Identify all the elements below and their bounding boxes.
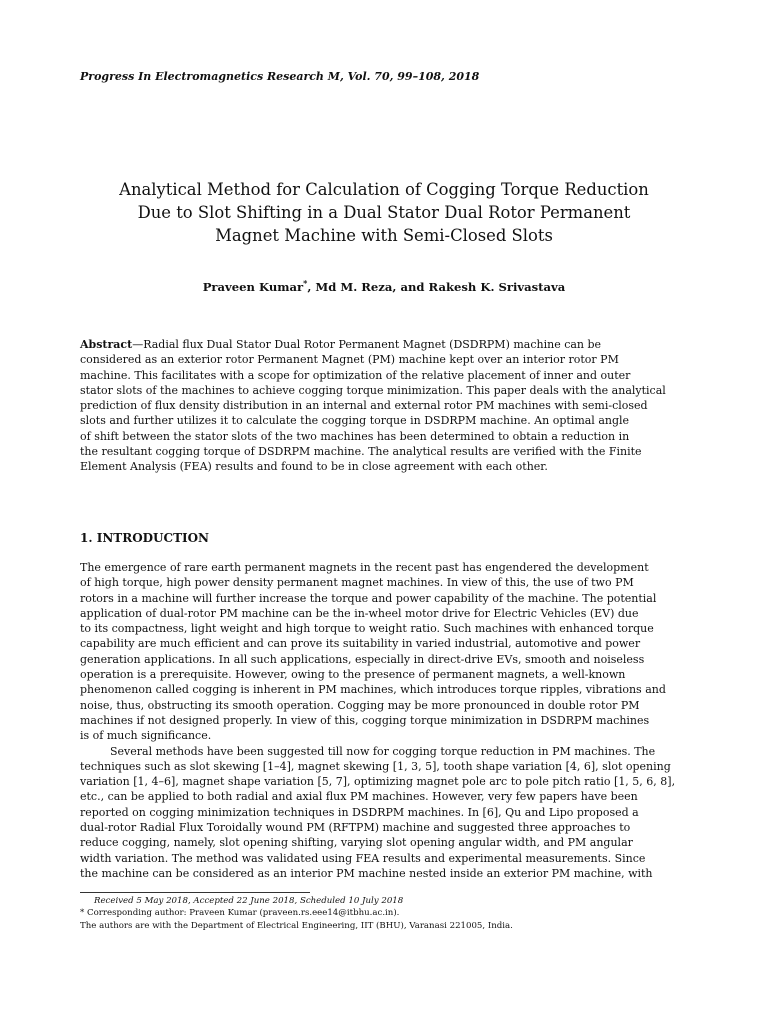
abstract-label: Abstract: [80, 338, 133, 351]
body-line: etc., can be applied to both radial and axial flux PM machines. However, very few papers have been: [80, 790, 638, 804]
body-line: of high torque, high power density permanent magnet machines. In view of this, the use of two PM: [80, 576, 634, 590]
body-line: The emergence of rare earth permanent magnets in the recent past has engendered the development: [80, 561, 649, 574]
corresponding-author: * Corresponding author: Praveen Kumar (praveen.rs.eee14@itbhu.ac.in).: [80, 908, 400, 919]
abstract-line: prediction of flux density distribution in an internal and external rotor PM machines with semi-closed: [80, 399, 648, 413]
author-list: [80, 278, 688, 294]
body-line: variation [1, 4–6], magnet shape variation [5, 7], optimizing magnet pole arc to pole pitch ratio [1, 5, 6, 8],: [80, 775, 676, 789]
section-heading: 1. INTRODUCTION: [80, 531, 210, 545]
abstract: [80, 337, 688, 475]
author-affiliation: The authors are with the Department of Electrical Engineering, IIT (BHU), Varanasi 221005, India.: [80, 920, 513, 931]
body-line: width variation. The method was validated using FEA results and experimental measurements. Since: [80, 851, 646, 865]
body-line: capability are much efficient and can prove its suitability in varied industrial, automotive and power: [80, 637, 641, 651]
body-line: phenomenon called cogging is inherent in PM machines, which introduces torque ripples, vibrations and: [80, 683, 666, 697]
body-line: dual-rotor Radial Flux Toroidally wound PM (RFTPM) machine and suggested three approaches to: [80, 821, 631, 835]
body-line: techniques such as slot skewing [1–4], magnet skewing [1, 3, 5], tooth shape variation [4, 6], slot opening: [80, 759, 671, 773]
abstract-line: Element Analysis (FEA) results and found to be in close agreement with each other.: [80, 460, 548, 474]
footnote-divider: [80, 892, 310, 893]
body-line: noise, thus, obstructing its smooth operation. Cogging may be more pronounced in double rotor PM: [80, 698, 640, 712]
footnotes: [80, 895, 513, 932]
body-line: reported on cogging minimization techniques in DSDRPM machines. In [6], Qu and Lipo proposed a: [80, 805, 639, 819]
body-line: is of much significance.: [80, 729, 212, 743]
paper-title: [80, 178, 688, 247]
body-line: machines if not designed properly. In view of this, cogging torque minimization in DSDRPM machines: [80, 713, 650, 727]
author-rest: , Md M. Reza, and Rakesh K. Srivastava: [307, 279, 566, 294]
title-line: Analytical Method for Calculation of Cogging Torque Reduction: [119, 180, 649, 199]
body-line: application of dual-rotor PM machine can be the in-wheel motor drive for Electric Vehicles (EV) due: [80, 606, 639, 620]
author-first: Praveen Kumar: [202, 279, 304, 294]
corresponding-mark: *: [303, 278, 308, 288]
body-line: generation applications. In all such applications, especially in direct-drive EVs, smooth and noiseless: [80, 652, 645, 666]
introduction-body: [80, 560, 688, 881]
title-line: Magnet Machine with Semi-Closed Slots: [215, 226, 553, 245]
abstract-line: machine. This facilitates with a scope for optimization of the relative placement of inner and outer: [80, 368, 631, 382]
body-line: operation is a prerequisite. However, owing to the presence of permanent magnets, a well-known: [80, 668, 626, 682]
abstract-line: of shift between the stator slots of the two machines has been determined to obtain a reduction in: [80, 429, 630, 443]
abstract-line: stator slots of the machines to achieve cogging torque minimization. This paper deals with the analytical: [80, 383, 666, 397]
body-line: the machine can be considered as an interior PM machine nested inside an exterior PM machine, with: [80, 866, 653, 880]
body-line: rotors in a machine will further increase the torque and power capability of the machine. The potential: [80, 591, 657, 605]
abstract-line: slots and further utilizes it to calculate the cogging torque in DSDRPM machine. An optimal angle: [80, 414, 630, 428]
abstract-line: [80, 337, 688, 352]
abstract-line: considered as an exterior rotor Permanent Magnet (PM) machine kept over an interior rotor PM: [80, 353, 619, 367]
body-line: to its compactness, light weight and high torque to weight ratio. Such machines with enhanced torque: [80, 622, 654, 636]
abstract-line: the resultant cogging torque of DSDRPM machine. The analytical results are verified with the Finite: [80, 445, 642, 459]
abstract-first-line: —Radial flux Dual Stator Dual Rotor Permanent Magnet (DSDRPM) machine can be: [132, 338, 602, 351]
received-dates: Received 5 May 2018, Accepted 22 June 2018, Scheduled 10 July 2018: [94, 896, 404, 906]
body-line: reduce cogging, namely, slot opening shifting, varying slot opening angular width, and PM angular: [80, 836, 633, 850]
journal-citation: Progress In Electromagnetics Research M, Vol. 70, 99–108, 2018: [80, 70, 480, 83]
body-line: Several methods have been suggested till now for cogging torque reduction in PM machines. The: [110, 744, 656, 758]
title-line: Due to Slot Shifting in a Dual Stator Dual Rotor Permanent: [137, 203, 631, 222]
